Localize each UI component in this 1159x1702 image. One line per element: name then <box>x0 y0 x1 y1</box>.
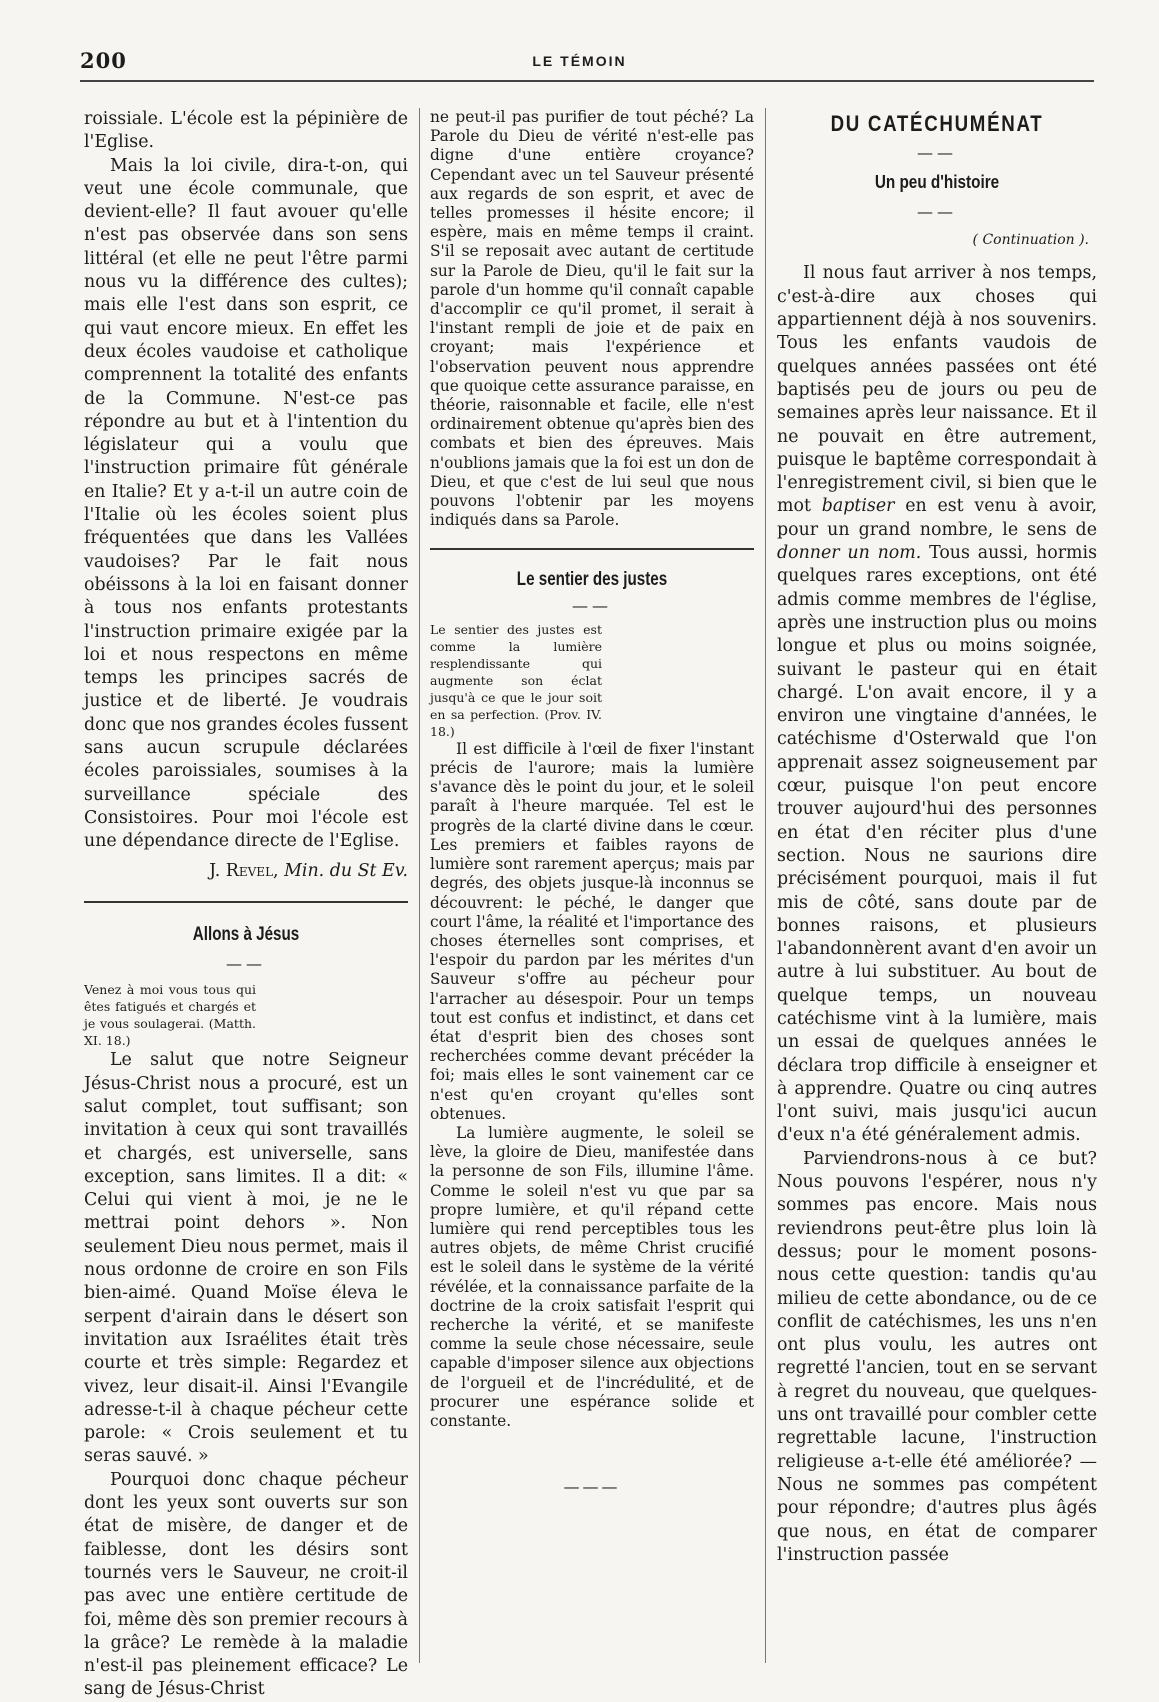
title-dash: —— <box>226 954 266 974</box>
paragraph: roissiale. L'école est la pépinière de l'Eglise. <box>84 109 408 153</box>
paragraph: Il est difficile à l'œil de fixer l'instant précis de l'aurore; mais la lumière s'avance dès le point du jour, et le soleil paraît à l'heure marquée. Tel est le progrès de la clarté divine dans le cœur. Les premiers et faibles rayons de lumière sont rarement aperçus; mais par degrés, des objets jusque-là inconnus se découvrent: le péché, le danger que court l'âme, la réalité et l'importance des choses éternelles sont comprises, et l'espoir du pardon par les mérites d'un Sauveur s'offre au pécheur pour l'arracher au désespoir. Pour un temps tout est confus et indistinct, et dans cet état d'esprit bien des choses sont recherchées comme devant précéder la foi; mais elles le sont vainement car ce n'est qu'en croyant qu'elles sont obtenues. <box>430 739 754 1123</box>
signature <box>84 860 408 883</box>
column-divider-2 <box>765 108 766 1663</box>
title-dash: —— <box>572 595 612 615</box>
column-divider-1 <box>419 108 420 1663</box>
column-1 <box>84 108 409 1700</box>
paragraph: ne peut-il pas purifier de tout péché? La Parole du Dieu de vérité n'est-elle pas digne d'une entière croyance? Cependant avec un tel Sauveur présenté aux regards de son esprit, et avec de telles promesses il hésite encore; il espère, mais en même temps il craint. S'il se reposait avec autant de certitude sur la Parole de Dieu, qu'il le fait sur la parole d'un homme qu'il connaît capable d'accomplir ce qu'il promet, il serait à l'instant rempli de joie et de paix en croyant; mais l'expérience et l'observation peuvent nous apprendre que quoique cette assurance paraisse, en théorie, raisonnable et facile, elle n'est ordinairement obtenue qu'après bien des combats et bien des épreuves. Mais n'oublions jamais que la foi est un don de Dieu, et que c'est de lui seul que nous pouvons l'obtenir par les moyens indiqués dans sa Parole. <box>430 108 754 530</box>
paragraph <box>777 262 1097 1147</box>
article-title: Le sentier des justes <box>516 569 668 591</box>
page-number: 200 <box>80 48 127 73</box>
epigraph: Venez à moi vous tous qui êtes fatigués et chargés et je vous soulagerai. (Matth. XI. 18.) <box>84 982 256 1049</box>
section-title: DU CATÉCHUMÉNAT <box>830 111 1044 136</box>
signature-title: Min. du St Ev. <box>284 860 408 881</box>
column-3 <box>777 108 1097 1668</box>
continuation-note: ( Continuation ). <box>972 232 1089 249</box>
paragraph: Le salut que notre Seigneur Jésus-Christ nous a procuré, est un salut complet, tout suffisant; son invitation à ceux qui sont travaillés et chargés, est universelle, sans exception, sans limites. Il a dit: « Celui qui vient à moi, je ne le mettrai point dehors ». Non seulement Dieu nous permet, mais il nous ordonne de croire en son Fils bien-aimé. Quand Moïse éleva le serpent d'airain dans le désert son invitation aux Israélites était très courte et très simple: Regardez et vivez, leur disait-il. Ainsi l'Evangile adresse-t-il à chaque pécheur cette parole: « Crois seulement et tu seras sauvé. » <box>84 1050 408 1467</box>
subtitle-dash: —— <box>917 201 957 221</box>
paragraph: La lumière augmente, le soleil se lève, la gloire de Dieu, manifestée dans la personne de son Fils, illumine l'âme. Comme le soleil n'est vu que par sa propre lumière, et qu'il répand cette lumière qui rend perceptibles tous les autres objets, de même Christ crucifié est le soleil dans le système de la vérité révélée, et la connaissance parfaite de la doctrine de la croix satisfait l'esprit qui recherche la vérité, et se manifeste comme la seule chose nécessaire, seule capable d'imposer silence aux objections de l'orgueil et de l'incrédulité, et de procurer une espérance solide et constante. <box>430 1123 754 1430</box>
column-2 <box>430 108 754 1668</box>
paragraph: Parviendrons-nous à ce but? Nous pouvons l'espérer, nous n'y sommes pas encore. Mais nous reviendrons peut-être plus loin là dessus; pour le moment posons-nous cette question: tandis qu'au milieu de cette abondance, ou de ce conflit de catéchismes, les uns n'en ont plus voulu, les autres ont regretté l'ancien, tout en se servant à regret du nouveau, que quelques-uns ont travaillé pour combler cette regrettable lacune, l'instruction religieuse a-t-elle été améliorée? — Nous ne sommes pas compétent pour répondre; d'autres plus âgés que nous, en état de comparer l'instruction passée <box>777 1148 1097 1565</box>
emphasis: donner un nom. <box>777 543 922 564</box>
signature-name: J. Revel, <box>209 860 279 881</box>
article-subtitle: Un peu d'histoire <box>874 171 1000 192</box>
paragraph: Pourquoi donc chaque pécheur dont les yeux sont ouverts sur son état de misère, de danger et de faiblesse, dont les désirs sont tournés vers le Sauveur, ne croit-il pas avec une entière certitude de foi, même dès son premier recours à la grâce? Le remède à la maladie n'est-il pas pleinement efficace? Le sang de Jésus-Christ <box>84 1469 408 1700</box>
header-rule <box>80 80 1094 82</box>
epigraph: Le sentier des justes est comme la lumière resplendissante qui augmente son éclat jusqu'à ce que le jour soit en sa perfection. (Prov. IV. 18.) <box>430 621 602 739</box>
section-rule <box>84 901 408 903</box>
section-rule <box>430 548 754 550</box>
running-title: LE TÉMOIN <box>532 53 627 69</box>
article-title: Allons à Jésus <box>192 923 300 945</box>
end-dash: ——— <box>563 1477 621 1497</box>
paragraph: Mais la loi civile, dira-t-on, qui veut une école communale, que devient-elle? Il faut avouer qu'elle n'est pas observée dans son sens littéral (et elle ne peut l'être parmi nous vu la différence des cultes); mais elle l'est dans son esprit, ce qui vaut encore mieux. En effet les deux écoles vaudoise et catholique comprennent la totalité des enfants de la Commune. N'est-ce pas répondre au but et à l'intention du législateur qui a voulu que l'instruction primaire fût générale en Italie? Et y a-t-il un autre coin de l'Italie où les écoles soient plus fréquentées que dans les Vallées vaudoises? Par le fait nous obéissons à la loi en faisant donner à tous nos enfants protestants l'instruction primaire exigée par la loi et nous respectons en même temps les principes sacrés de justice et de liberté. Je voudrais donc que nos grandes écoles fussent sans aucun scrupule déclarées écoles paroissiales, soumises à la surveillance spéciale des Consistoires. Pour moi l'école est une dépendance directe de l'Eglise. <box>84 155 409 852</box>
title-dash: —— <box>917 143 957 163</box>
text-run: en est venu à avoir, pour un grand nombre, le sens de <box>777 496 1097 540</box>
emphasis: baptiser <box>821 496 895 517</box>
text-run: Il nous faut arriver à nos temps, c'est-à-dire aux choses qui appartiennent déjà à nos souvenirs. Tous les enfants vaudois de quelques années passées ont été baptisés peu de jours ou peu de semaines après leur naissance. Et il ne pouvait en être autrement, puisque le baptême correspondait à l'enregistrement civil, si bien que le mot <box>777 263 1097 517</box>
text-run: Tous aussi, hormis quelques rares exceptions, ont été admis comme membres de l'église, après une instruction plus ou moins longue et plus ou moins soignée, suivant le pasteur qui en était chargé. L'on avait encore, il y a environ une vingtaine d'années, le catéchisme d'Osterwald que l'on apprenait assez soigneusement par cœur, puisque l'on peut encore trouver aujourd'hui des personnes en état d'en réciter plus d'une section. Nous ne saurions dire précisément pourquoi, mais il fut mis de côté, sans doute par de bonnes raisons, et plusieurs l'abandonnèrent avant d'en avoir un autre à lui substituer. Au bout de quelque temps, un nouveau catéchisme vint à la lumière, mais un essai de quelques années le déclara trop difficile à enseigner et à apprendre. Quatre ou cinq autres l'ont suivi, mais jusqu'ici aucun d'eux n'a été généralement admis. <box>777 543 1097 1146</box>
